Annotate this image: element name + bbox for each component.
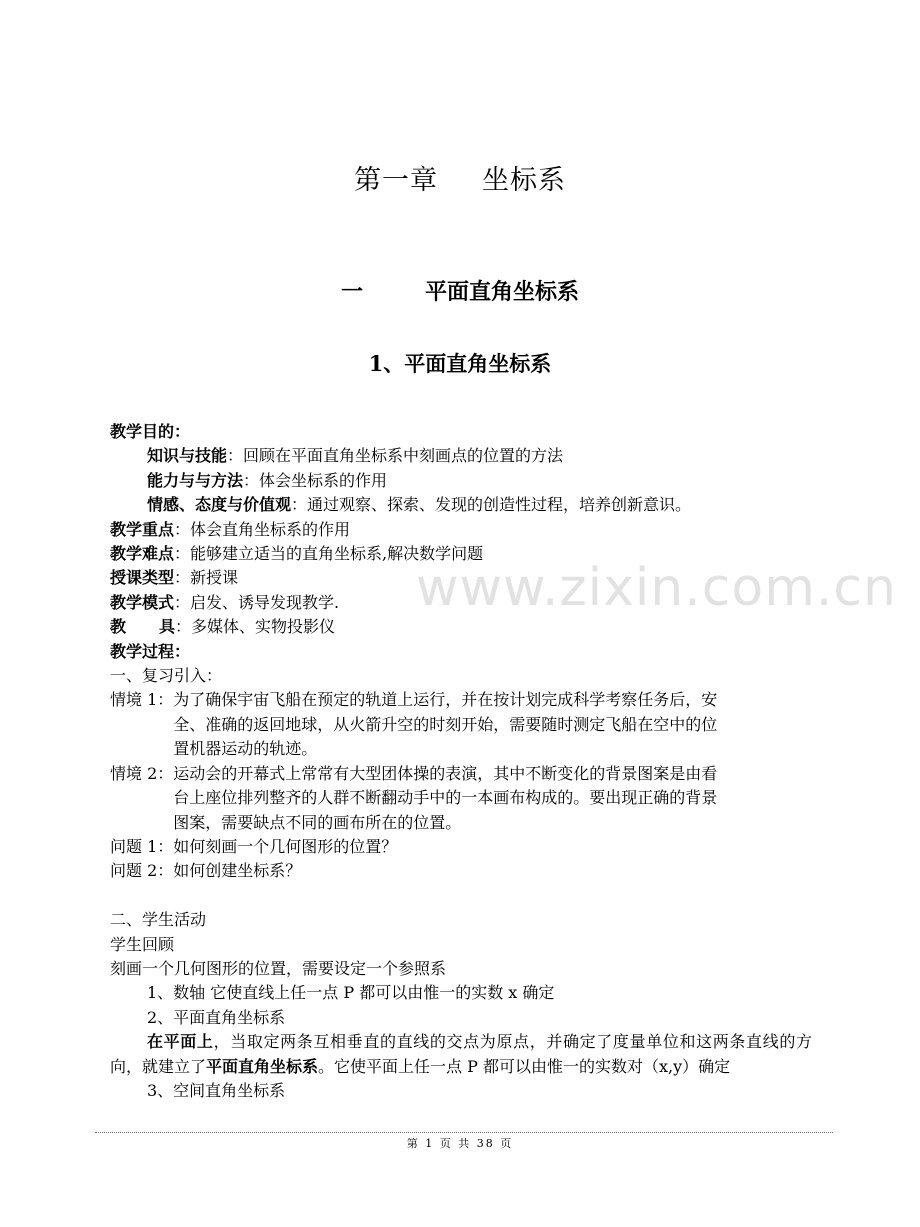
section-name: 平面直角坐标系 bbox=[425, 280, 580, 305]
objective-ability: 能力与与方法：体会坐标系的作用 bbox=[147, 470, 388, 490]
scene-1-label: 情境 1： bbox=[110, 690, 174, 710]
scene-1-text: 为了确保宇宙飞船在预定的轨道上运行，并在按计划完成科学考察任务后，安 全、准确的返回地球，从火箭升空的时刻开始，需要随时测定飞船在空中的位 置机器运动的轨迹。 bbox=[173, 690, 718, 759]
subsection-title: 1、平面直角坐标系 bbox=[368, 351, 552, 376]
chapter-label: 第一章 bbox=[354, 165, 438, 196]
objective-knowledge: 知识与技能：回顾在平面直角坐标系中刻画点的位置的方法 bbox=[147, 446, 564, 466]
activity-sub: 学生回顾 bbox=[110, 934, 175, 954]
activity-item-3: 3、空间直角坐标系 bbox=[147, 1080, 286, 1100]
review-heading: 一、复习引入： bbox=[110, 666, 223, 686]
page-footer: 第 1 页 共 38 页 bbox=[406, 1137, 514, 1150]
activity-heading: 二、学生活动 bbox=[110, 910, 207, 930]
question-1: 问题 1：如何刻画一个几何图形的位置？ bbox=[110, 836, 398, 856]
scene-2-label: 情境 2： bbox=[110, 763, 174, 783]
activity-paragraph: 在平面上，当取定两条互相垂直的直线的交点为原点，并确定了度量单位和这两条直线的方向，就建立了平面直角坐标系。它使平面上任一点 P 都可以由惟一的实数对（x,y）确定 bbox=[110, 1032, 812, 1076]
meta-focus: 教学重点：体会直角坐标系的作用 bbox=[110, 519, 351, 539]
scene-2 bbox=[110, 762, 812, 835]
meta-type: 授课类型：新授课 bbox=[110, 568, 239, 588]
objective-emotion: 情感、态度与价值观：通过观察、探索、发现的创造性过程，培养创新意识。 bbox=[147, 495, 692, 515]
chapter-name: 坐标系 bbox=[482, 165, 566, 196]
lesson-body bbox=[110, 420, 812, 1103]
activity-item-2: 2、平面直角坐标系 bbox=[147, 1007, 286, 1027]
objectives-heading: 教学目的： bbox=[110, 422, 191, 441]
chapter-title bbox=[0, 158, 920, 197]
meta-mode: 教学模式：启发、诱导发现教学. bbox=[110, 592, 340, 612]
activity-intro: 刻画一个几何图形的位置，需要设定一个参照系 bbox=[110, 958, 447, 978]
meta-difficulty: 教学难点：能够建立适当的直角坐标系,解决数学问题 bbox=[110, 544, 484, 564]
footer-divider bbox=[95, 1132, 833, 1133]
watermark: www.zixin.com.cn bbox=[416, 558, 897, 618]
scene-1 bbox=[110, 688, 812, 761]
process-heading: 教学过程： bbox=[110, 641, 191, 661]
section-title bbox=[0, 275, 920, 306]
scene-2-text: 运动会的开幕式上常常有大型团体操的表演，其中不断变化的背景图案是由看 台上座位排列整齐的人群不断翻动手中的一本画布构成的。要出现正确的背景 图案，需要缺点不同的画布所在的位置。 bbox=[173, 763, 718, 832]
activity-item-1: 1、数轴 它使直线上任一点 P 都可以由惟一的实数 x 确定 bbox=[147, 983, 555, 1003]
question-2: 问题 2：如何创建坐标系？ bbox=[110, 861, 302, 881]
section-number: 一 bbox=[340, 280, 363, 305]
meta-tools: 教 具：多媒体、实物投影仪 bbox=[110, 617, 336, 637]
